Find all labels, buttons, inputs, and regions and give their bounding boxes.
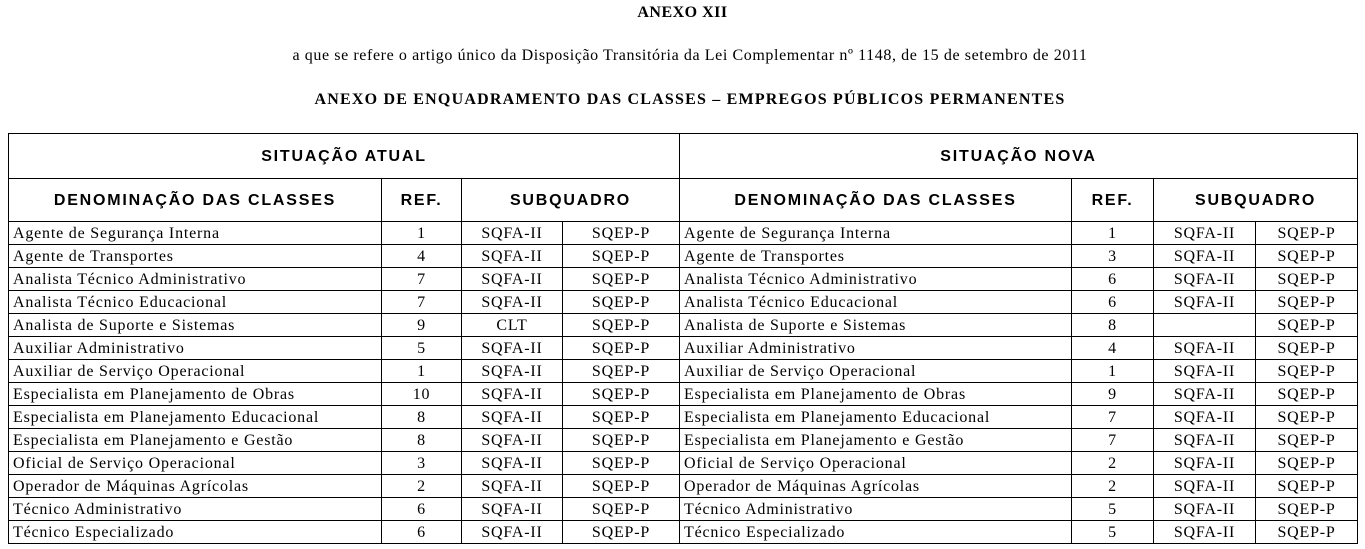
subquadro1-atual-cell: SQFA-II <box>462 429 563 452</box>
subquadro1-atual-cell: CLT <box>462 314 563 337</box>
subquadro1-atual-cell: SQFA-II <box>462 360 563 383</box>
ref-atual-cell: 6 <box>382 521 462 544</box>
classe-nova-cell: Técnico Administrativo <box>680 498 1072 521</box>
subquadro1-nova-cell: SQFA-II <box>1154 337 1256 360</box>
ref-atual-cell: 8 <box>382 429 462 452</box>
table-row <box>9 337 1358 360</box>
classe-atual-cell: Analista Técnico Administrativo <box>9 268 382 291</box>
subquadro1-nova-cell: SQFA-II <box>1154 245 1256 268</box>
ref-nova-cell: 8 <box>1072 314 1154 337</box>
col-ref-nova: REF. <box>1072 179 1154 222</box>
classe-atual-cell: Técnico Administrativo <box>9 498 382 521</box>
col-ref-atual: REF. <box>382 179 462 222</box>
ref-nova-cell: 1 <box>1072 360 1154 383</box>
subquadro2-nova-cell: SQEP-P <box>1256 475 1358 498</box>
ref-nova-cell: 2 <box>1072 475 1154 498</box>
classe-atual-cell: Especialista em Planejamento Educacional <box>9 406 382 429</box>
classe-nova-cell: Agente de Segurança Interna <box>680 222 1072 245</box>
subquadro2-atual-cell: SQEP-P <box>563 268 680 291</box>
subquadro2-atual-cell: SQEP-P <box>563 360 680 383</box>
ref-atual-cell: 10 <box>382 383 462 406</box>
table-row <box>9 521 1358 544</box>
classe-atual-cell: Analista de Suporte e Sistemas <box>9 314 382 337</box>
table-row <box>9 429 1358 452</box>
table-row <box>9 452 1358 475</box>
classe-nova-cell: Analista Técnico Administrativo <box>680 268 1072 291</box>
classe-nova-cell: Especialista em Planejamento de Obras <box>680 383 1072 406</box>
classe-nova-cell: Especialista em Planejamento Educacional <box>680 406 1072 429</box>
subquadro1-atual-cell: SQFA-II <box>462 245 563 268</box>
classe-nova-cell: Técnico Especializado <box>680 521 1072 544</box>
classe-nova-cell: Analista Técnico Educacional <box>680 291 1072 314</box>
ref-nova-cell: 9 <box>1072 383 1154 406</box>
subquadro2-nova-cell: SQEP-P <box>1256 406 1358 429</box>
ref-nova-cell: 4 <box>1072 337 1154 360</box>
table-row <box>9 383 1358 406</box>
subquadro2-atual-cell: SQEP-P <box>563 337 680 360</box>
section-nova: SITUAÇÃO NOVA <box>680 134 1358 179</box>
subquadro2-atual-cell: SQEP-P <box>563 245 680 268</box>
subquadro1-nova-cell: SQFA-II <box>1154 452 1256 475</box>
subquadro2-nova-cell: SQEP-P <box>1256 498 1358 521</box>
subquadro2-nova-cell: SQEP-P <box>1256 314 1358 337</box>
document-title: ANEXO XII <box>637 4 728 21</box>
subquadro2-atual-cell: SQEP-P <box>563 222 680 245</box>
classe-atual-cell: Auxiliar de Serviço Operacional <box>9 360 382 383</box>
subquadro2-atual-cell: SQEP-P <box>563 452 680 475</box>
table-row <box>9 268 1358 291</box>
subquadro1-nova-cell: SQFA-II <box>1154 360 1256 383</box>
subquadro1-nova-cell: SQFA-II <box>1154 521 1256 544</box>
subquadro2-atual-cell: SQEP-P <box>563 498 680 521</box>
subquadro2-nova-cell: SQEP-P <box>1256 360 1358 383</box>
subquadro2-nova-cell: SQEP-P <box>1256 452 1358 475</box>
ref-atual-cell: 7 <box>382 291 462 314</box>
subquadro1-nova-cell <box>1154 314 1256 337</box>
classe-atual-cell: Técnico Especializado <box>9 521 382 544</box>
classe-atual-cell: Agente de Transportes <box>9 245 382 268</box>
subquadro1-nova-cell: SQFA-II <box>1154 475 1256 498</box>
ref-atual-cell: 1 <box>382 222 462 245</box>
ref-atual-cell: 1 <box>382 360 462 383</box>
subquadro1-atual-cell: SQFA-II <box>462 383 563 406</box>
subquadro2-nova-cell: SQEP-P <box>1256 291 1358 314</box>
classe-atual-cell: Especialista em Planejamento de Obras <box>9 383 382 406</box>
subquadro1-nova-cell: SQFA-II <box>1154 406 1256 429</box>
classe-nova-cell: Oficial de Serviço Operacional <box>680 452 1072 475</box>
subquadro1-atual-cell: SQFA-II <box>462 222 563 245</box>
classe-atual-cell: Operador de Máquinas Agrícolas <box>9 475 382 498</box>
subquadro1-nova-cell: SQFA-II <box>1154 222 1256 245</box>
ref-atual-cell: 9 <box>382 314 462 337</box>
col-subquadro-atual: SUBQUADRO <box>462 179 680 222</box>
table-row <box>9 406 1358 429</box>
ref-atual-cell: 5 <box>382 337 462 360</box>
ref-atual-cell: 4 <box>382 245 462 268</box>
table-heading: ANEXO DE ENQUADRAMENTO DAS CLASSES – EMPREGOS PÚBLICOS PERMANENTES <box>314 91 1066 108</box>
table-row <box>9 222 1358 245</box>
ref-nova-cell: 1 <box>1072 222 1154 245</box>
col-subquadro-nova: SUBQUADRO <box>1154 179 1358 222</box>
subquadro2-nova-cell: SQEP-P <box>1256 222 1358 245</box>
table-row <box>9 498 1358 521</box>
subquadro2-atual-cell: SQEP-P <box>563 429 680 452</box>
col-denominacao-atual: DENOMINAÇÃO DAS CLASSES <box>9 179 382 222</box>
table-row <box>9 291 1358 314</box>
section-header-row <box>9 134 1358 179</box>
subquadro2-atual-cell: SQEP-P <box>563 383 680 406</box>
table-row <box>9 314 1358 337</box>
subquadro1-atual-cell: SQFA-II <box>462 452 563 475</box>
classe-atual-cell: Oficial de Serviço Operacional <box>9 452 382 475</box>
ref-nova-cell: 7 <box>1072 429 1154 452</box>
column-header-row <box>9 179 1358 222</box>
subquadro1-atual-cell: SQFA-II <box>462 498 563 521</box>
subquadro2-atual-cell: SQEP-P <box>563 314 680 337</box>
subquadro1-nova-cell: SQFA-II <box>1154 383 1256 406</box>
classe-nova-cell: Especialista em Planejamento e Gestão <box>680 429 1072 452</box>
subquadro2-atual-cell: SQEP-P <box>563 521 680 544</box>
subquadro1-nova-cell: SQFA-II <box>1154 429 1256 452</box>
document-subtitle: a que se refere o artigo único da Disposição Transitória da Lei Complementar nº 1148, de 15 de setembro de 2011 <box>292 47 1088 64</box>
classe-nova-cell: Auxiliar Administrativo <box>680 337 1072 360</box>
subquadro1-atual-cell: SQFA-II <box>462 268 563 291</box>
classe-atual-cell: Agente de Segurança Interna <box>9 222 382 245</box>
subquadro1-atual-cell: SQFA-II <box>462 291 563 314</box>
subquadro2-atual-cell: SQEP-P <box>563 291 680 314</box>
ref-atual-cell: 6 <box>382 498 462 521</box>
subquadro1-atual-cell: SQFA-II <box>462 406 563 429</box>
classe-nova-cell: Auxiliar de Serviço Operacional <box>680 360 1072 383</box>
subquadro2-nova-cell: SQEP-P <box>1256 337 1358 360</box>
ref-atual-cell: 7 <box>382 268 462 291</box>
table-row <box>9 245 1358 268</box>
ref-nova-cell: 5 <box>1072 521 1154 544</box>
table-body <box>9 134 1358 544</box>
ref-nova-cell: 2 <box>1072 452 1154 475</box>
subquadro1-atual-cell: SQFA-II <box>462 337 563 360</box>
classe-nova-cell: Operador de Máquinas Agrícolas <box>680 475 1072 498</box>
ref-nova-cell: 5 <box>1072 498 1154 521</box>
col-denominacao-nova: DENOMINAÇÃO DAS CLASSES <box>680 179 1072 222</box>
subquadro2-nova-cell: SQEP-P <box>1256 429 1358 452</box>
subquadro2-nova-cell: SQEP-P <box>1256 245 1358 268</box>
ref-nova-cell: 6 <box>1072 268 1154 291</box>
classe-atual-cell: Analista Técnico Educacional <box>9 291 382 314</box>
ref-atual-cell: 3 <box>382 452 462 475</box>
subquadro1-atual-cell: SQFA-II <box>462 521 563 544</box>
classe-nova-cell: Analista de Suporte e Sistemas <box>680 314 1072 337</box>
subquadro1-nova-cell: SQFA-II <box>1154 291 1256 314</box>
enquadramento-table <box>8 133 1358 544</box>
table-row <box>9 360 1358 383</box>
classe-atual-cell: Auxiliar Administrativo <box>9 337 382 360</box>
classe-nova-cell: Agente de Transportes <box>680 245 1072 268</box>
subquadro1-nova-cell: SQFA-II <box>1154 498 1256 521</box>
ref-nova-cell: 6 <box>1072 291 1154 314</box>
ref-atual-cell: 2 <box>382 475 462 498</box>
subquadro2-atual-cell: SQEP-P <box>563 475 680 498</box>
table-row <box>9 475 1358 498</box>
ref-nova-cell: 3 <box>1072 245 1154 268</box>
section-atual: SITUAÇÃO ATUAL <box>9 134 680 179</box>
ref-nova-cell: 7 <box>1072 406 1154 429</box>
subquadro2-nova-cell: SQEP-P <box>1256 521 1358 544</box>
subquadro2-nova-cell: SQEP-P <box>1256 383 1358 406</box>
subquadro2-nova-cell: SQEP-P <box>1256 268 1358 291</box>
subquadro2-atual-cell: SQEP-P <box>563 406 680 429</box>
subquadro1-nova-cell: SQFA-II <box>1154 268 1256 291</box>
ref-atual-cell: 8 <box>382 406 462 429</box>
subquadro1-atual-cell: SQFA-II <box>462 475 563 498</box>
classe-atual-cell: Especialista em Planejamento e Gestão <box>9 429 382 452</box>
